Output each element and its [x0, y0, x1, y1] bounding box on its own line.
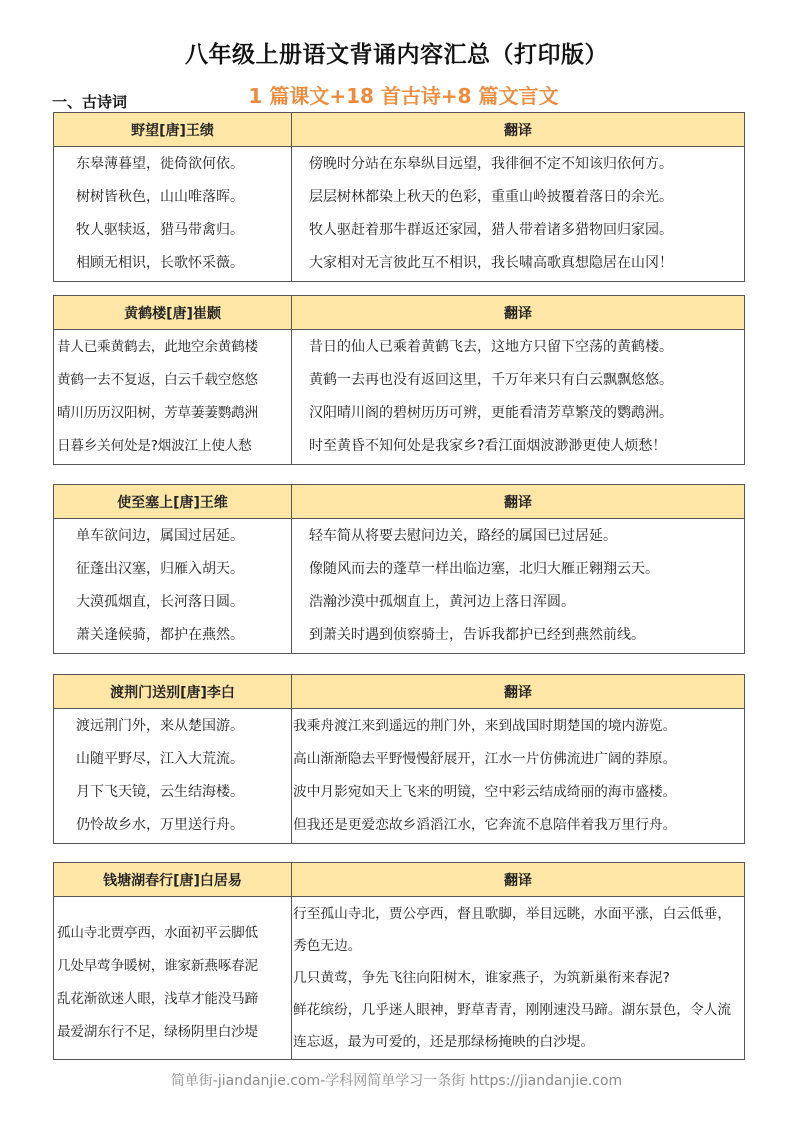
- poem-line: 山随平野尽，江入大荒流。: [76, 751, 244, 767]
- poem-translation-text: [292, 897, 745, 1060]
- poem-title: 渡荆门送别[唐]李白: [54, 675, 292, 709]
- translation-line: 昔日的仙人已乘着黄鹤飞去，这地方只留下空荡的黄鹤楼。: [309, 339, 673, 355]
- section-label-ancient-poetry: 一、古诗词: [52, 93, 128, 111]
- poem-line: 孤山寺北贾亭西，水面初平云脚低: [57, 924, 258, 941]
- translation-line: 像随风而去的蓬草一样出临边塞，北归大雁正翱翔云天。: [309, 561, 659, 577]
- poem-header-row: [54, 675, 745, 709]
- translation-line: 浩瀚沙漠中孤烟直上，黄河边上落日浑圆。: [309, 594, 575, 610]
- translation-line: 汉阳晴川阁的碧树历历可辨，更能看清芳草繁茂的鹦鹉洲。: [309, 405, 673, 421]
- poem-title: 黄鹤楼[唐]崔颢: [54, 296, 292, 330]
- document-title: 八年级上册语文背诵内容汇总（打印版）: [185, 42, 608, 68]
- poem-line: 晴川历历汉阳树，芳草萋萋鹦鹉洲: [57, 405, 258, 421]
- translation-line: 大家相对无言彼此互不相识，我长啸高歌真想隐居在山冈！: [309, 255, 673, 271]
- translation-header: 翻译: [292, 296, 745, 330]
- translation-line: 几只黄莺，争先飞往向阳树木，谁家燕子，为筑新巢衔来春泥?: [293, 970, 670, 986]
- translation-line: 行至孤山寺北，贾公亭西，督且歌脚，举目远眺，水面平涨，白云低垂，秀色无边。: [293, 906, 732, 954]
- poem-line: 黄鹤一去不复返，白云千载空悠悠: [57, 372, 258, 388]
- translation-line: 高山渐渐隐去平野慢慢舒展开，江水一片仿佛流进广阔的莽原。: [293, 751, 677, 767]
- translation-line: 傍晚时分站在东皋纵目远望，我徘徊不定不知该归依何方。: [309, 156, 673, 172]
- poem-line: 大漠孤烟直，长河落日圆。: [76, 594, 244, 610]
- poem-original-text: [54, 519, 292, 654]
- poem-line: 昔人已乘黄鹤去，此地空余黄鹤楼: [57, 339, 258, 355]
- poem-body-row: [54, 709, 745, 844]
- poem-original-text: [54, 897, 292, 1060]
- translation-line: 轻车简从将要去慰问边关，路经的属国已过居延。: [309, 528, 617, 544]
- translation-line: 黄鹤一去再也没有返回这里，千万年来只有白云飘飘悠悠。: [309, 372, 673, 388]
- poem-line: 树树皆秋色，山山唯落晖。: [76, 189, 244, 205]
- poem-body-row: [54, 330, 745, 465]
- poem-line: 征蓬出汉塞，归雁入胡天。: [76, 561, 244, 577]
- poem-table: [53, 862, 745, 1060]
- poem-header-row: [54, 863, 745, 897]
- poem-title: 使至塞上[唐]王维: [54, 485, 292, 519]
- poem-line: 月下飞天镜，云生结海楼。: [76, 784, 244, 800]
- poem-body-row: [54, 897, 745, 1060]
- translation-line: 牧人驱赶着那牛群返还家园，猎人带着诸多猎物回归家园。: [309, 222, 673, 238]
- poem-translation-text: [292, 709, 745, 844]
- poem-body-row: [54, 519, 745, 654]
- poem-original-text: [54, 709, 292, 844]
- translation-header: 翻译: [292, 113, 745, 147]
- poem-body-row: [54, 147, 745, 282]
- translation-header: 翻译: [292, 485, 745, 519]
- poem-original-text: [54, 147, 292, 282]
- translation-line: 波中月影宛如天上飞来的明镜，空中彩云结成绮丽的海市盛楼。: [293, 784, 677, 800]
- document-subtitle: 1 篇课文+18 首古诗+8 篇文言文: [248, 84, 559, 108]
- translation-line: 但我还是更爱恋故乡滔滔江水，它奔流不息陪伴着我万里行舟。: [293, 817, 677, 833]
- poem-table: [53, 674, 745, 844]
- poem-line: 相顾无相识，长歌怀采薇。: [76, 255, 244, 271]
- poem-line: 渡远荆门外，来从楚国游。: [76, 718, 244, 734]
- translation-line: 到萧关时遇到侦察骑士，告诉我都护已经到燕然前线。: [309, 627, 645, 643]
- poem-line: 仍怜故乡水，万里送行舟。: [76, 817, 244, 833]
- footer-watermark: 简单街-jiandanjie.com-学科网简单学习一条街 https://jiandanjie.com: [170, 1073, 623, 1089]
- poem-table: [53, 484, 745, 654]
- poem-original-text: [54, 330, 292, 465]
- translation-header: 翻译: [292, 675, 745, 709]
- poem-header-row: [54, 485, 745, 519]
- poem-table: [53, 295, 745, 465]
- poem-translation-text: [292, 330, 745, 465]
- poem-title: 野望[唐]王绩: [54, 113, 292, 147]
- poem-line: 东皋薄暮望，徙倚欲何依。: [76, 156, 244, 172]
- poem-line: 牧人驱犊返，猎马带禽归。: [76, 222, 244, 238]
- translation-header: 翻译: [292, 863, 745, 897]
- poem-table: [53, 112, 745, 282]
- poem-translation-text: [292, 519, 745, 654]
- poem-line: 萧关逢候骑，都护在燕然。: [76, 627, 244, 643]
- translation-line: 层层树林都染上秋天的色彩，重重山岭披覆着落日的余光。: [309, 189, 673, 205]
- poem-line: 乱花渐欲迷人眼，浅草才能没马蹄: [57, 990, 258, 1007]
- poem-translation-text: [292, 147, 745, 282]
- poem-header-row: [54, 296, 745, 330]
- poem-line: 单车欲问边，属国过居延。: [76, 528, 244, 544]
- poem-line: 日暮乡关何处是?烟波江上使人愁: [57, 438, 252, 454]
- translation-line: 鲜花缤纷，几乎迷人眼神，野草青青，刚刚速没马蹄。湖东景色，令人流连忘返，最为可爱的，还是那绿杨掩映的白沙堤。: [293, 1002, 732, 1050]
- poem-line: 最爱湖东行不足，绿杨阴里白沙堤: [57, 1023, 258, 1040]
- translation-line: 我乘舟渡江来到遥远的荆门外，来到战国时期楚国的境内游览。: [293, 718, 677, 734]
- poem-title: 钱塘湖春行[唐]白居易: [54, 863, 292, 897]
- translation-line: 时至黄昏不知何处是我家乡?看江面烟波渺渺更使人烦愁！: [309, 438, 667, 454]
- poem-line: 几处早莺争暖树，谁家新燕啄春泥: [57, 957, 258, 974]
- poem-header-row: [54, 113, 745, 147]
